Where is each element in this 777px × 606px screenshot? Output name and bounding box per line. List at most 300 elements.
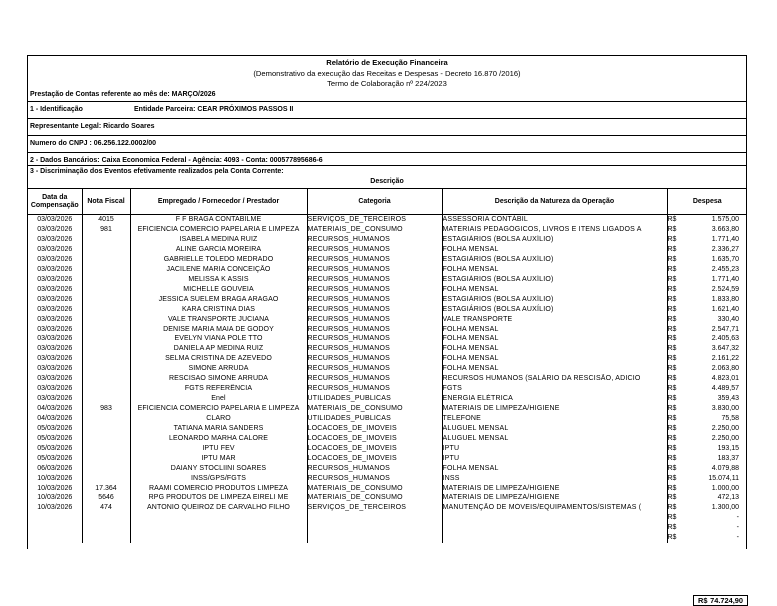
row-natureza: TELEFONE [442, 414, 667, 424]
table-row [28, 314, 747, 324]
row-natureza: MATERIAIS DE LIMPEZA/HIGIENE [442, 483, 667, 493]
cnpj-line: Numero do CNPJ : 06.256.122.0002/00 [28, 135, 746, 151]
row-date: 03/03/2026 [28, 235, 82, 245]
row-categoria [307, 533, 442, 543]
row-empregado: JESSICA SUELEM BRAGA ARAGAO [158, 295, 279, 303]
table-row [28, 384, 747, 394]
row-empregado: RAAMI COMERCIO PRODUTOS LIMPEZA [148, 484, 289, 492]
row-despesa [667, 483, 747, 493]
row-categoria: RECURSOS_HUMANOS [307, 324, 442, 334]
row-natureza: FOLHA MENSAL [442, 265, 667, 275]
row-despesa [667, 364, 747, 374]
row-natureza [442, 513, 667, 523]
total-box [693, 595, 748, 606]
row-empregado: CLARO [206, 414, 231, 422]
row-despesa [667, 424, 747, 434]
col-nota-fiscal: Nota Fiscal [82, 189, 130, 215]
row-value: 183,37 [717, 454, 739, 462]
row-empregado: F F BRAGA CONTABILME [175, 216, 262, 224]
row-value: 1.621,40 [711, 305, 739, 313]
row-value: 359,43 [717, 395, 739, 403]
row-value: 1.833,80 [711, 295, 739, 303]
row-nota-fiscal: 983 [82, 404, 130, 414]
table-row [28, 235, 747, 245]
row-empregado: FGTS REFERÊNCIA [184, 385, 253, 393]
row-empregado: JACILENE MARIA CONCEIÇÃO [166, 265, 271, 273]
row-empregado: MICHELLE GOUVEIA [183, 285, 254, 293]
row-natureza: IPTU [442, 444, 667, 454]
row-natureza: FOLHA MENSAL [442, 344, 667, 354]
row-empregado: DANIELA AP MEDINA RUIZ [173, 345, 264, 353]
row-categoria: RECURSOS_HUMANOS [307, 344, 442, 354]
row-categoria: RECURSOS_HUMANOS [307, 463, 442, 473]
row-value: 4.823,01 [711, 375, 739, 383]
row-natureza: FOLHA MENSAL [442, 245, 667, 255]
row-empregado: EVELYN VIANA POLE TTO [174, 335, 263, 343]
row-empregado: IPTU FEV [202, 444, 235, 452]
row-date: 10/03/2026 [28, 473, 82, 483]
row-nota-fiscal [82, 364, 130, 374]
row-despesa [667, 394, 747, 404]
row-currency: R$ [667, 355, 677, 363]
row-date: 03/03/2026 [28, 255, 82, 265]
identificacao-label: 1 - Identificação [30, 106, 83, 113]
row-categoria: MATERIAIS_DE_CONSUMO [307, 404, 442, 414]
row-categoria: UTILIDADES_PUBLICAS [307, 394, 442, 404]
row-despesa [667, 454, 747, 464]
row-natureza: ESTAGIÁRIOS (BOLSA AUXÍLIO) [442, 275, 667, 285]
row-empregado: MELISSA K ASSIS [188, 275, 249, 283]
row-nota-fiscal [82, 304, 130, 314]
table-row [28, 255, 747, 265]
row-categoria: LOCACOES_DE_IMOVEIS [307, 424, 442, 434]
row-date: 10/03/2026 [28, 493, 82, 503]
row-categoria: RECURSOS_HUMANOS [307, 304, 442, 314]
row-categoria: MATERIAIS_DE_CONSUMO [307, 225, 442, 235]
row-nota-fiscal: 4015 [82, 215, 130, 225]
table-row [28, 285, 747, 295]
row-date: 03/03/2026 [28, 384, 82, 394]
row-natureza: RECURSOS HUMANOS (SALÁRIO DA RESCISÃO, ADICIO [442, 374, 667, 384]
row-nota-fiscal [82, 295, 130, 305]
row-empregado [130, 533, 307, 543]
row-natureza: MATERIAIS PEDAGÓGICOS, LIVROS E ITENS LIGADOS A [442, 225, 667, 235]
row-value: 2.455,23 [711, 265, 739, 273]
row-categoria [307, 523, 442, 533]
table-row [28, 513, 747, 523]
row-nota-fiscal [82, 275, 130, 285]
row-value: 2.524,59 [711, 285, 739, 293]
table-row [28, 394, 747, 404]
row-despesa [667, 344, 747, 354]
row-empregado: SELMA CRISTINA DE AZEVEDO [165, 355, 272, 363]
row-despesa [667, 245, 747, 255]
row-date: 03/03/2026 [28, 275, 82, 285]
row-currency: R$ [667, 395, 677, 403]
row-categoria: RECURSOS_HUMANOS [307, 314, 442, 324]
row-currency: R$ [667, 285, 677, 293]
row-nota-fiscal [82, 513, 130, 523]
row-currency: R$ [667, 246, 677, 254]
row-despesa [667, 354, 747, 364]
row-value: 2.063,80 [711, 365, 739, 373]
row-categoria: MATERIAIS_DE_CONSUMO [307, 483, 442, 493]
row-empregado: SIMONE ARRUDA [188, 365, 249, 373]
row-date: 03/03/2026 [28, 374, 82, 384]
row-currency: R$ [667, 405, 677, 413]
row-nota-fiscal [82, 334, 130, 344]
row-nota-fiscal [82, 473, 130, 483]
row-nota-fiscal [82, 265, 130, 275]
row-date [28, 533, 82, 543]
table-row [28, 334, 747, 344]
row-currency: R$ [667, 414, 677, 422]
row-value: 472,13 [717, 494, 739, 502]
row-date: 03/03/2026 [28, 265, 82, 275]
row-value: 3.663,80 [711, 226, 739, 234]
table-row [28, 374, 747, 384]
row-value: 4.079,88 [711, 464, 739, 472]
row-value: 1.300,00 [711, 504, 739, 512]
row-value: 75,58 [721, 414, 739, 422]
row-currency: R$ [667, 524, 677, 532]
row-categoria: RECURSOS_HUMANOS [307, 245, 442, 255]
row-value: - [736, 514, 739, 522]
row-value: 15.074,11 [708, 474, 739, 482]
discriminacao-line: 3 - Discriminação dos Eventos efetivamente realizados pela Conta Corrente: [28, 165, 746, 177]
row-nota-fiscal: 474 [82, 503, 130, 513]
row-natureza: FOLHA MENSAL [442, 463, 667, 473]
row-value: 2.250,00 [711, 434, 739, 442]
table-header-row [28, 189, 747, 215]
table-row [28, 265, 747, 275]
row-value: 4.489,57 [711, 385, 739, 393]
row-natureza: ASSESSORIA CONTÁBIL [442, 215, 667, 225]
row-date: 03/03/2026 [28, 314, 82, 324]
row-natureza: MATERIAIS DE LIMPEZA/HIGIENE [442, 404, 667, 414]
row-nota-fiscal [82, 414, 130, 424]
row-categoria: RECURSOS_HUMANOS [307, 255, 442, 265]
row-currency: R$ [667, 375, 677, 383]
row-despesa [667, 384, 747, 394]
row-empregado: ANTONIO QUEIROZ DE CARVALHO FILHO [147, 504, 290, 512]
row-date: 05/03/2026 [28, 444, 82, 454]
row-empregado: EFICIENCIA COMERCIO PAPELARIA E LIMPEZA [137, 226, 300, 234]
row-despesa [667, 444, 747, 454]
row-nota-fiscal [82, 384, 130, 394]
table-row [28, 444, 747, 454]
row-categoria: RECURSOS_HUMANOS [307, 265, 442, 275]
row-despesa [667, 434, 747, 444]
row-nota-fiscal [82, 454, 130, 464]
row-value: 2.250,00 [711, 424, 739, 432]
row-currency: R$ [667, 454, 677, 462]
row-value: 193,15 [717, 444, 739, 452]
report-subtitle: (Demonstrativo da execução das Receitas e Despesas - Decreto 16.870 /2016) [253, 68, 521, 78]
table-row [28, 424, 747, 434]
col-categoria: Categoria [307, 189, 442, 215]
row-empregado: EFICIENCIA COMERCIO PAPELARIA E LIMPEZA [137, 405, 300, 413]
row-empregado [130, 523, 307, 533]
row-despesa [667, 463, 747, 473]
row-currency: R$ [667, 474, 677, 482]
row-categoria [307, 513, 442, 523]
identificacao-line [28, 101, 746, 117]
row-currency: R$ [667, 216, 677, 224]
row-natureza [442, 533, 667, 543]
row-nota-fiscal: 5646 [82, 493, 130, 503]
row-categoria: RECURSOS_HUMANOS [307, 473, 442, 483]
row-natureza: FOLHA MENSAL [442, 354, 667, 364]
row-categoria: RECURSOS_HUMANOS [307, 384, 442, 394]
row-despesa [667, 285, 747, 295]
row-despesa [667, 414, 747, 424]
row-categoria: RECURSOS_HUMANOS [307, 295, 442, 305]
row-date: 10/03/2026 [28, 503, 82, 513]
row-date: 03/03/2026 [28, 225, 82, 235]
row-empregado: GABRIELLE TOLEDO MEDRADO [163, 255, 274, 263]
row-natureza [442, 523, 667, 533]
row-natureza: FOLHA MENSAL [442, 334, 667, 344]
col-empregado: Empregado / Fornecedor / Prestador [130, 189, 307, 215]
table-row [28, 295, 747, 305]
table-row [28, 493, 747, 503]
row-categoria: RECURSOS_HUMANOS [307, 364, 442, 374]
row-empregado: RESCISAO SIMONE ARRUDA [168, 375, 269, 383]
row-nota-fiscal [82, 314, 130, 324]
row-value: 1.771,40 [711, 236, 739, 244]
row-currency: R$ [667, 236, 677, 244]
row-currency: R$ [667, 534, 677, 542]
row-empregado: ISABELA MEDINA RUIZ [179, 236, 258, 244]
row-date: 10/03/2026 [28, 483, 82, 493]
row-categoria: RECURSOS_HUMANOS [307, 374, 442, 384]
report-term: Termo de Colaboração nº 224/2023 [327, 79, 447, 88]
row-categoria: SERVIÇOS_DE_TERCEIROS [307, 215, 442, 225]
row-value: - [736, 534, 739, 542]
eventos-table [28, 188, 747, 543]
row-date: 03/03/2026 [28, 354, 82, 364]
row-natureza: ENERGIA ELÉTRICA [442, 394, 667, 404]
row-empregado: TATIANA MARIA SANDERS [173, 424, 264, 432]
row-nota-fiscal [82, 394, 130, 404]
row-despesa [667, 225, 747, 235]
row-nota-fiscal [82, 374, 130, 384]
row-categoria: RECURSOS_HUMANOS [307, 275, 442, 285]
prestacao-line: Prestação de Contas referente ao mês de: MARÇO/2026 [30, 91, 216, 98]
row-currency: R$ [667, 434, 677, 442]
row-categoria: RECURSOS_HUMANOS [307, 235, 442, 245]
row-natureza: FOLHA MENSAL [442, 285, 667, 295]
row-nota-fiscal [82, 523, 130, 533]
row-despesa [667, 255, 747, 265]
row-natureza: ALUGUEL MENSAL [442, 424, 667, 434]
row-currency: R$ [667, 484, 677, 492]
row-currency: R$ [667, 464, 677, 472]
row-despesa [667, 493, 747, 503]
row-nota-fiscal: 981 [82, 225, 130, 235]
row-empregado: Enel [211, 395, 226, 403]
total-value: 74.724,90 [710, 596, 743, 605]
row-categoria: RECURSOS_HUMANOS [307, 354, 442, 364]
row-date: 03/03/2026 [28, 295, 82, 305]
row-date: 03/03/2026 [28, 215, 82, 225]
row-currency: R$ [667, 255, 677, 263]
row-nota-fiscal [82, 354, 130, 364]
row-date: 05/03/2026 [28, 434, 82, 444]
row-despesa [667, 473, 747, 483]
row-nota-fiscal [82, 245, 130, 255]
row-nota-fiscal [82, 463, 130, 473]
dados-bancarios-line: 2 - Dados Bancários: Caixa Economica Federal - Agência: 4093 - Conta: 000577895686-6 [28, 152, 746, 168]
table-row [28, 454, 747, 464]
row-empregado: RPG PRODUTOS DE LIMPEZA EIRELI ME [148, 494, 289, 502]
row-value: 2.336,27 [711, 246, 739, 254]
row-natureza: MANUTENÇÃO DE MÓVEIS/EQUIPAMENTOS/SISTEMAS ( [442, 503, 667, 513]
row-date: 03/03/2026 [28, 364, 82, 374]
row-natureza: ESTAGIÁRIOS (BOLSA AUXÍLIO) [442, 235, 667, 245]
row-value: 1.575,00 [711, 216, 739, 224]
row-currency: R$ [667, 514, 677, 522]
row-date: 04/03/2026 [28, 414, 82, 424]
row-currency: R$ [667, 494, 677, 502]
row-natureza: ALUGUEL MENSAL [442, 434, 667, 444]
row-date: 05/03/2026 [28, 454, 82, 464]
row-empregado: INSS/GPS/FGTS [191, 474, 246, 482]
row-date [28, 513, 82, 523]
row-currency: R$ [667, 265, 677, 273]
row-despesa [667, 304, 747, 314]
table-row [28, 304, 747, 314]
row-natureza: FGTS [442, 384, 667, 394]
descricao-label: Descrição [370, 178, 404, 185]
row-currency: R$ [667, 504, 677, 512]
row-value: 330,40 [717, 315, 739, 323]
row-date: 03/03/2026 [28, 304, 82, 314]
row-currency: R$ [667, 444, 677, 452]
report-title: Relatório de Execução Financeira [326, 58, 448, 67]
table-row [28, 414, 747, 424]
row-date: 03/03/2026 [28, 245, 82, 255]
row-despesa [667, 324, 747, 334]
col-data: Data da Compensação [28, 189, 82, 215]
row-despesa [667, 523, 747, 533]
row-despesa [667, 275, 747, 285]
row-nota-fiscal [82, 344, 130, 354]
row-nota-fiscal: 17.364 [82, 483, 130, 493]
row-empregado: VALE TRANSPORTE JUCIANA [167, 315, 270, 323]
row-nota-fiscal [82, 444, 130, 454]
row-empregado: ALINE GARCIA MOREIRA [175, 246, 262, 254]
row-nota-fiscal [82, 235, 130, 245]
table-row [28, 275, 747, 285]
row-categoria: LOCACOES_DE_IMOVEIS [307, 454, 442, 464]
table-row [28, 245, 747, 255]
table-row [28, 404, 747, 414]
row-empregado: DAIANY STOCLIINI SOARES [170, 464, 267, 472]
row-value: 3.830,00 [711, 405, 739, 413]
row-categoria: UTILIDADES_PUBLICAS [307, 414, 442, 424]
table-row [28, 483, 747, 493]
table-row [28, 324, 747, 334]
row-categoria: RECURSOS_HUMANOS [307, 334, 442, 344]
row-natureza: INSS [442, 473, 667, 483]
row-empregado: LEONARDO MARHA CALORE [169, 434, 268, 442]
table-row [28, 225, 747, 235]
row-date: 03/03/2026 [28, 285, 82, 295]
table-row [28, 473, 747, 483]
table-row [28, 503, 747, 513]
row-nota-fiscal [82, 255, 130, 265]
row-natureza: IPTU [442, 454, 667, 464]
row-empregado [130, 513, 307, 523]
row-currency: R$ [667, 335, 677, 343]
row-value: 1.635,70 [711, 255, 739, 263]
row-currency: R$ [667, 385, 677, 393]
row-categoria: SERVIÇOS_DE_TERCEIROS [307, 503, 442, 513]
row-value: 2.161,22 [711, 355, 739, 363]
row-nota-fiscal [82, 434, 130, 444]
row-nota-fiscal [82, 324, 130, 334]
row-value: 2.547,71 [711, 325, 739, 333]
table-row [28, 463, 747, 473]
row-currency: R$ [667, 325, 677, 333]
table-row [28, 523, 747, 533]
row-categoria: RECURSOS_HUMANOS [307, 285, 442, 295]
table-row [28, 215, 747, 225]
row-despesa [667, 513, 747, 523]
row-value: 1.000,00 [711, 484, 739, 492]
row-currency: R$ [667, 315, 677, 323]
row-empregado: DENISE MARIA MAIA DE GODOY [163, 325, 274, 333]
row-date: 04/03/2026 [28, 404, 82, 414]
table-row [28, 344, 747, 354]
row-natureza: FOLHA MENSAL [442, 364, 667, 374]
row-nota-fiscal [82, 424, 130, 434]
row-currency: R$ [667, 226, 677, 234]
row-currency: R$ [667, 345, 677, 353]
table-row [28, 434, 747, 444]
row-natureza: ESTAGIÁRIOS (BOLSA AUXÍLIO) [442, 295, 667, 305]
report-header [28, 56, 746, 89]
row-date: 03/03/2026 [28, 394, 82, 404]
row-value: 1.771,40 [711, 275, 739, 283]
row-value: 2.405,63 [711, 335, 739, 343]
row-currency: R$ [667, 275, 677, 283]
row-natureza: MATERIAIS DE LIMPEZA/HIGIENE [442, 493, 667, 503]
row-currency: R$ [667, 305, 677, 313]
total-currency: R$ [698, 596, 708, 605]
table-row [28, 364, 747, 374]
table-row [28, 533, 747, 543]
table-row [28, 354, 747, 364]
row-categoria: MATERIAIS_DE_CONSUMO [307, 493, 442, 503]
row-despesa [667, 215, 747, 225]
row-despesa [667, 533, 747, 543]
row-currency: R$ [667, 424, 677, 432]
row-despesa [667, 235, 747, 245]
row-nota-fiscal [82, 285, 130, 295]
table-body [28, 215, 747, 543]
row-date: 03/03/2026 [28, 324, 82, 334]
row-despesa [667, 404, 747, 414]
col-despesa: Despesa [667, 189, 747, 215]
row-currency: R$ [667, 365, 677, 373]
row-value: 3.647,32 [711, 345, 739, 353]
row-nota-fiscal [82, 533, 130, 543]
row-categoria: LOCACOES_DE_IMOVEIS [307, 434, 442, 444]
report-sheet [27, 55, 747, 605]
